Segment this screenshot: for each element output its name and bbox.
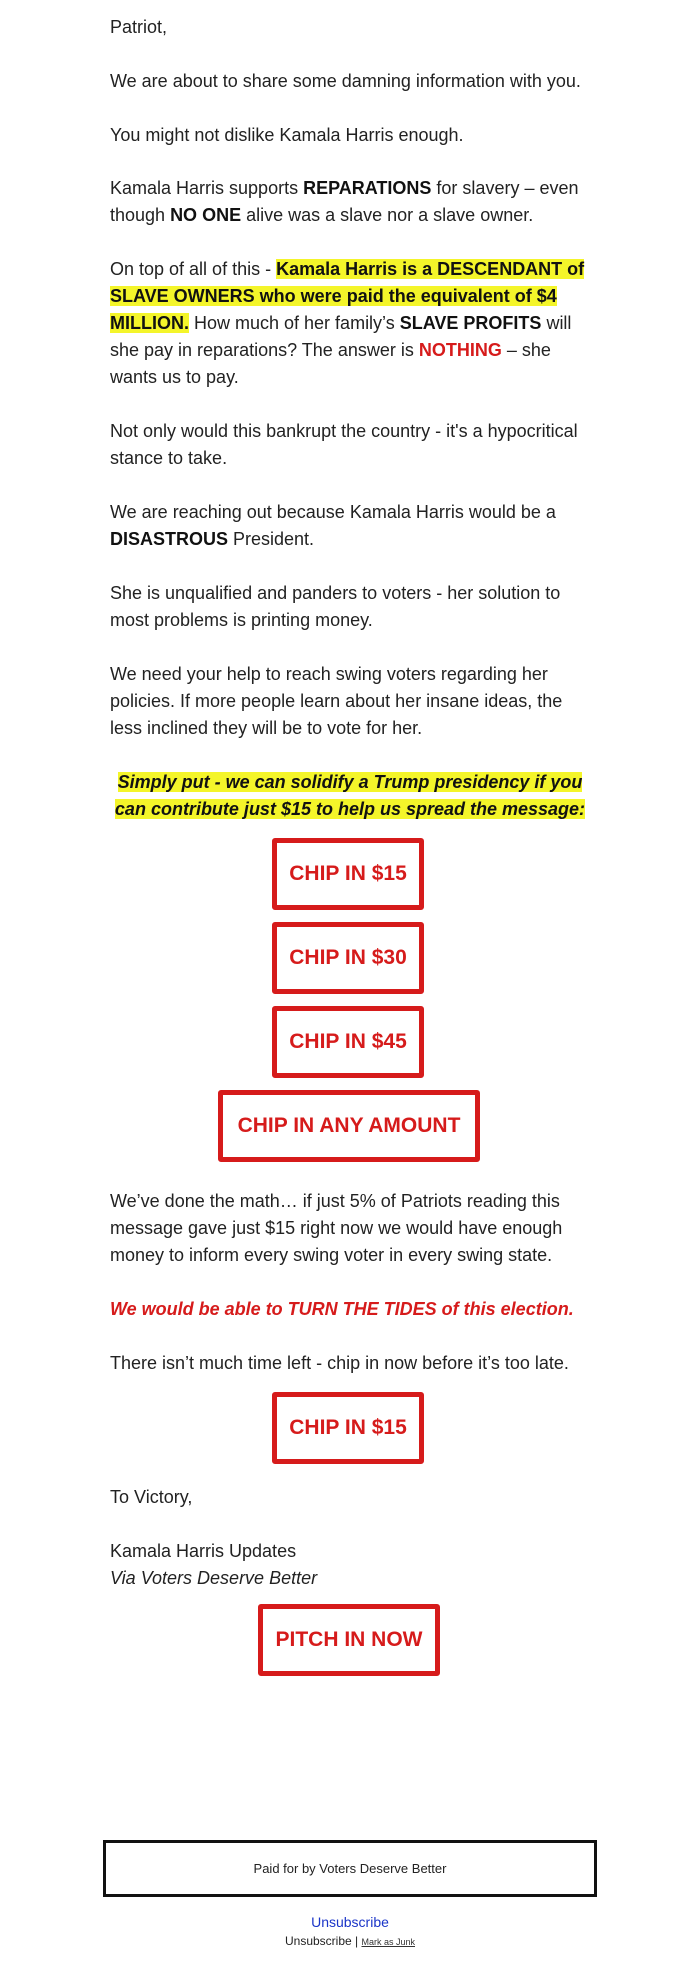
chip-in-15-button-secondary[interactable]: CHIP IN $15 bbox=[272, 1392, 424, 1464]
emphasis-nothing: NOTHING bbox=[418, 340, 502, 360]
paragraph-descendant bbox=[110, 256, 590, 391]
text-run: – she wants us to pay. bbox=[110, 340, 551, 387]
callout-line-2 bbox=[110, 796, 590, 823]
paid-for-disclaimer bbox=[103, 1840, 597, 1897]
callout-line-1 bbox=[110, 769, 590, 796]
chip-in-15-button[interactable]: CHIP IN $15 bbox=[272, 838, 424, 910]
separator: | bbox=[351, 1934, 362, 1948]
emphasis-reparations: REPARATIONS bbox=[303, 178, 432, 198]
callout-text: can contribute just $15 to help us spread the message: bbox=[114, 799, 586, 819]
paragraph-time-left: There isn’t much time left - chip in now before it’s too late. bbox=[110, 1353, 569, 1373]
text-run: On top of all of this - bbox=[110, 259, 277, 279]
pitch-in-now-button[interactable]: PITCH IN NOW bbox=[258, 1604, 440, 1676]
greeting: Patriot, bbox=[110, 17, 168, 37]
text-run: will she pay in reparations? The answer is bbox=[110, 313, 572, 360]
text-run: President. bbox=[228, 529, 315, 549]
paragraph-disastrous bbox=[110, 499, 590, 553]
highlighted-claim: Kamala Harris is a DESCENDANT of SLAVE OWNERS who were paid the equivalent of $4 MILLION. bbox=[110, 259, 585, 333]
paragraph-bankrupt: Not only would this bankrupt the country - it's a hypocritical stance to take. bbox=[110, 421, 578, 468]
text-run: alive was a slave nor a slave owner. bbox=[241, 205, 534, 225]
paragraph-turn-tides: We would be able to TURN THE TIDES of this election. bbox=[110, 1299, 574, 1319]
chip-in-30-button[interactable]: CHIP IN $30 bbox=[272, 922, 424, 994]
paragraph-dislike: You might not dislike Kamala Harris enough. bbox=[110, 125, 464, 145]
paragraph-intro: We are about to share some damning information with you. bbox=[110, 71, 581, 91]
chip-in-any-amount-button[interactable]: CHIP IN ANY AMOUNT bbox=[218, 1090, 480, 1162]
callout-text: Simply put - we can solidify a Trump presidency if you bbox=[117, 772, 583, 792]
emphasis-disastrous: DISASTROUS bbox=[110, 529, 229, 549]
text-run: for slavery – even though bbox=[110, 178, 579, 225]
unsubscribe-link[interactable]: Unsubscribe bbox=[311, 1914, 389, 1930]
sender-name: Kamala Harris Updates bbox=[110, 1541, 297, 1561]
mark-as-junk-link[interactable]: Mark as Junk bbox=[361, 1937, 416, 1947]
sender-via: Via Voters Deserve Better bbox=[110, 1568, 318, 1588]
text-run: How much of her family’s bbox=[189, 313, 400, 333]
signoff: To Victory, bbox=[110, 1487, 193, 1507]
unsubscribe-text: Unsubscribe bbox=[284, 1934, 352, 1948]
chip-in-45-button[interactable]: CHIP IN $45 bbox=[272, 1006, 424, 1078]
text-run: Kamala Harris supports bbox=[110, 178, 304, 198]
paragraph-reparations bbox=[110, 175, 590, 229]
emphasis-no-one: NO ONE bbox=[170, 205, 242, 225]
emphasis-slave-profits: SLAVE PROFITS bbox=[399, 313, 542, 333]
unsubscribe-row bbox=[0, 1934, 700, 1948]
paragraph-math: We’ve done the math… if just 5% of Patriots reading this message gave just $15 right now we would have enough money to inform every swing voter in every swing state. bbox=[110, 1191, 563, 1265]
paragraph-unqualified: She is unqualified and panders to voters - her solution to most problems is printing money. bbox=[110, 583, 561, 630]
paragraph-swing-voters: We need your help to reach swing voters regarding her policies. If more people learn about her insane ideas, the less inclined they will be to vote for her. bbox=[110, 664, 563, 738]
paid-for-text: Paid for by Voters Deserve Better bbox=[253, 1861, 447, 1876]
text-run: We are reaching out because Kamala Harris would be a bbox=[110, 502, 556, 522]
